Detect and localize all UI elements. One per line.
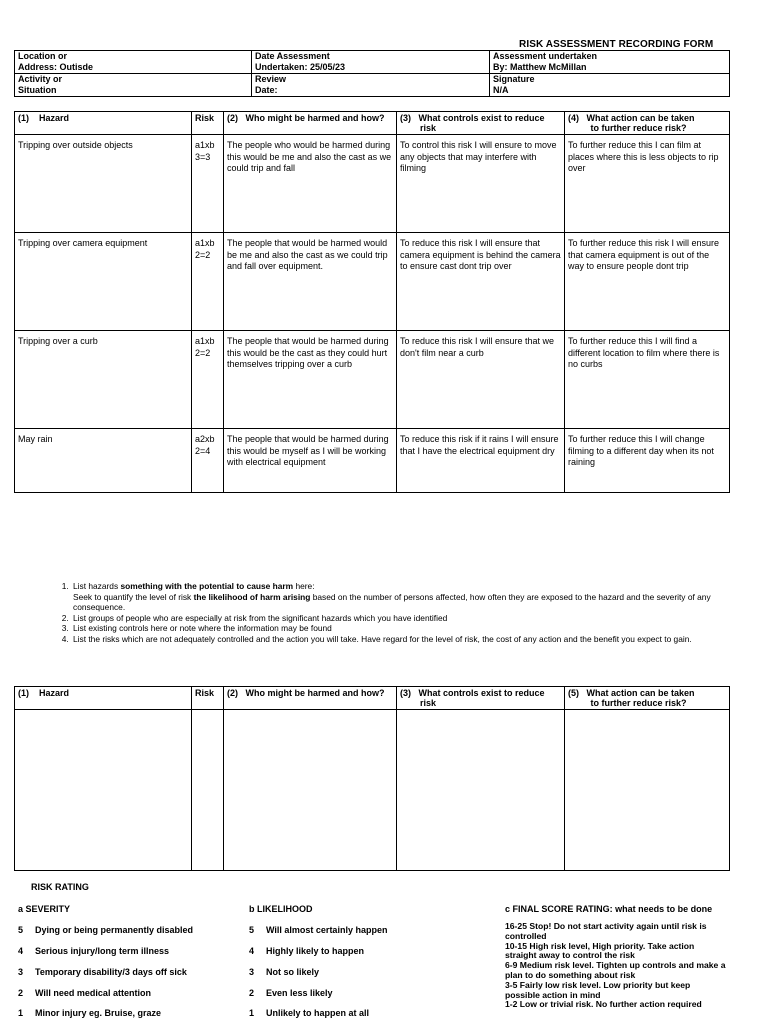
table-row	[15, 233, 730, 331]
who-cell: The people that would be harmed during this would be the cast as they could hurt themselves tripping over a curb	[224, 331, 397, 429]
activity-cell: Activity or Situation	[15, 74, 252, 97]
blank-cell	[15, 710, 192, 871]
likelihood-item: 2 Even less likely	[249, 988, 333, 998]
likelihood-item: 1 Unlikely to happen at all	[249, 1008, 370, 1018]
likelihood-item: 4 Highly likely to happen	[249, 946, 365, 956]
blank-risk-table	[14, 686, 730, 871]
risk-cell: a1xb 3=3	[192, 135, 224, 233]
hazard-cell: Tripping over camera equipment	[15, 233, 192, 331]
blank-cell	[397, 710, 565, 871]
instruction-item: 3. List existing controls here or note where the information may be found	[71, 623, 736, 634]
likelihood-item: 5 Will almost certainly happen	[249, 925, 388, 935]
blank-row	[15, 710, 730, 871]
final-score-heading: c FINAL SCORE RATING: what needs to be done	[505, 904, 713, 914]
final-score-item: 6-9 Medium risk level. Tighten up controls and make a plan to do something about risk	[505, 960, 726, 980]
final-score-item: 10-15 High risk level, High priority. Take action straight away to control the risk	[505, 940, 695, 961]
col-controls: (3) What controls exist to reduce risk	[397, 112, 565, 135]
controls-cell: To reduce this risk if it rains I will ensure that I have the electrical equipment dry	[397, 429, 565, 493]
col-hazard: (1) Hazard	[15, 112, 192, 135]
assessor-cell: Assessment undertaken By: Matthew McMillan	[490, 51, 730, 74]
hazard-cell: Tripping over outside objects	[15, 135, 192, 233]
blank-cell	[192, 710, 224, 871]
header-row-2	[15, 74, 730, 97]
col-controls: (3) What controls exist to reduce risk	[397, 687, 565, 710]
instruction-item: 4. List the risks which are not adequately controlled and the action you will take. Have regard for the level of risk, the cost of any action and the benefit you expect to gain.	[71, 634, 736, 645]
controls-cell: To reduce this risk I will ensure that we don't film near a curb	[397, 331, 565, 429]
final-score-item: 3-5 Fairly low risk level. Low priority but keep possible action in mind	[505, 979, 691, 1000]
action-cell: To further reduce this I will find a different location to film where there is no curbs	[565, 331, 730, 429]
hazard-cell: Tripping over a curb	[15, 331, 192, 429]
review-date-cell: Review Date:	[252, 74, 490, 97]
controls-cell: To reduce this risk I will ensure that camera equipment is behind the camera to ensure cast dont trip over	[397, 233, 565, 331]
header-table	[14, 50, 730, 97]
hazard-cell: May rain	[15, 429, 192, 493]
severity-item: 1 Minor injury eg. Bruise, graze	[18, 1008, 162, 1018]
risk-cell: a1xb 2=2	[192, 233, 224, 331]
table-row	[15, 135, 730, 233]
action-cell: To further reduce this risk I will ensure that camera equipment is out of the way to ensure people dont trip	[565, 233, 730, 331]
col-who: (2) Who might be harmed and how?	[224, 112, 397, 135]
risk-table-header	[15, 112, 730, 135]
location-cell: Location or Address: Outisde	[15, 51, 252, 74]
blank-table-header	[15, 687, 730, 710]
severity-heading: a SEVERITY	[18, 904, 71, 914]
who-cell: The people that would be harmed during this would be myself as I will be working with electrical equipment	[224, 429, 397, 493]
col-risk: Risk	[192, 687, 224, 710]
likelihood-item: 3 Not so likely	[249, 967, 320, 977]
blank-cell	[224, 710, 397, 871]
form-title: RISK ASSESSMENT RECORDING FORM	[519, 39, 714, 50]
controls-cell: To control this risk I will ensure to move any objects that may interfere with filming	[397, 135, 565, 233]
col-who: (2) Who might be harmed and how?	[224, 687, 397, 710]
severity-item: 3 Temporary disability/3 days off sick	[18, 967, 187, 977]
action-cell: To further reduce this I can film at places where this is less objects to rip over	[565, 135, 730, 233]
risk-cell: a1xb 2=2	[192, 331, 224, 429]
date-assessment-cell: Date Assessment Undertaken: 25/05/23	[252, 51, 490, 74]
blank-cell	[565, 710, 730, 871]
col-action: (4) What action can be taken to further reduce risk?	[565, 112, 730, 135]
instruction-item: 2. List groups of people who are especially at risk from the significant hazards which you have identified	[71, 613, 736, 624]
severity-item: 5 Dying or being permanently disabled	[18, 925, 194, 935]
instruction-item: 1. List hazards something with the potential to cause harm here: Seek to quantify the level of risk the likelihood of harm arising based on the number of persons affected, how often they are exposed to the hazard and the severity of any consequence.	[71, 581, 736, 613]
action-cell: To further reduce this I will change filming to a different day when its not raining	[565, 429, 730, 493]
final-score-item: 16-25 Stop! Do not start activity again until risk is controlled	[505, 921, 707, 941]
signature-cell: Signature N/A	[490, 74, 730, 97]
table-row	[15, 429, 730, 493]
who-cell: The people that would be harmed would be me and also the cast as we could trip and fall over equipment.	[224, 233, 397, 331]
final-score-item: 1-2 Low or trivial risk. No further action required	[505, 999, 702, 1010]
risk-rating-title: RISK RATING	[31, 882, 89, 892]
severity-item: 4 Serious injury/long term illness	[18, 946, 170, 956]
likelihood-heading: b LIKELIHOOD	[249, 904, 313, 914]
risk-cell: a2xb 2=4	[192, 429, 224, 493]
instructions-list	[56, 581, 736, 644]
col-hazard: (1) Hazard	[15, 687, 192, 710]
col-action: (5) What action can be taken to further reduce risk?	[565, 687, 730, 710]
col-risk: Risk	[192, 112, 224, 135]
who-cell: The people who would be harmed during this would be me and also the cast as we could trip and fall	[224, 135, 397, 233]
severity-item: 2 Will need medical attention	[18, 988, 151, 998]
risk-table	[14, 111, 730, 493]
header-row-1	[15, 51, 730, 74]
final-score-list	[505, 922, 727, 1010]
table-row	[15, 331, 730, 429]
